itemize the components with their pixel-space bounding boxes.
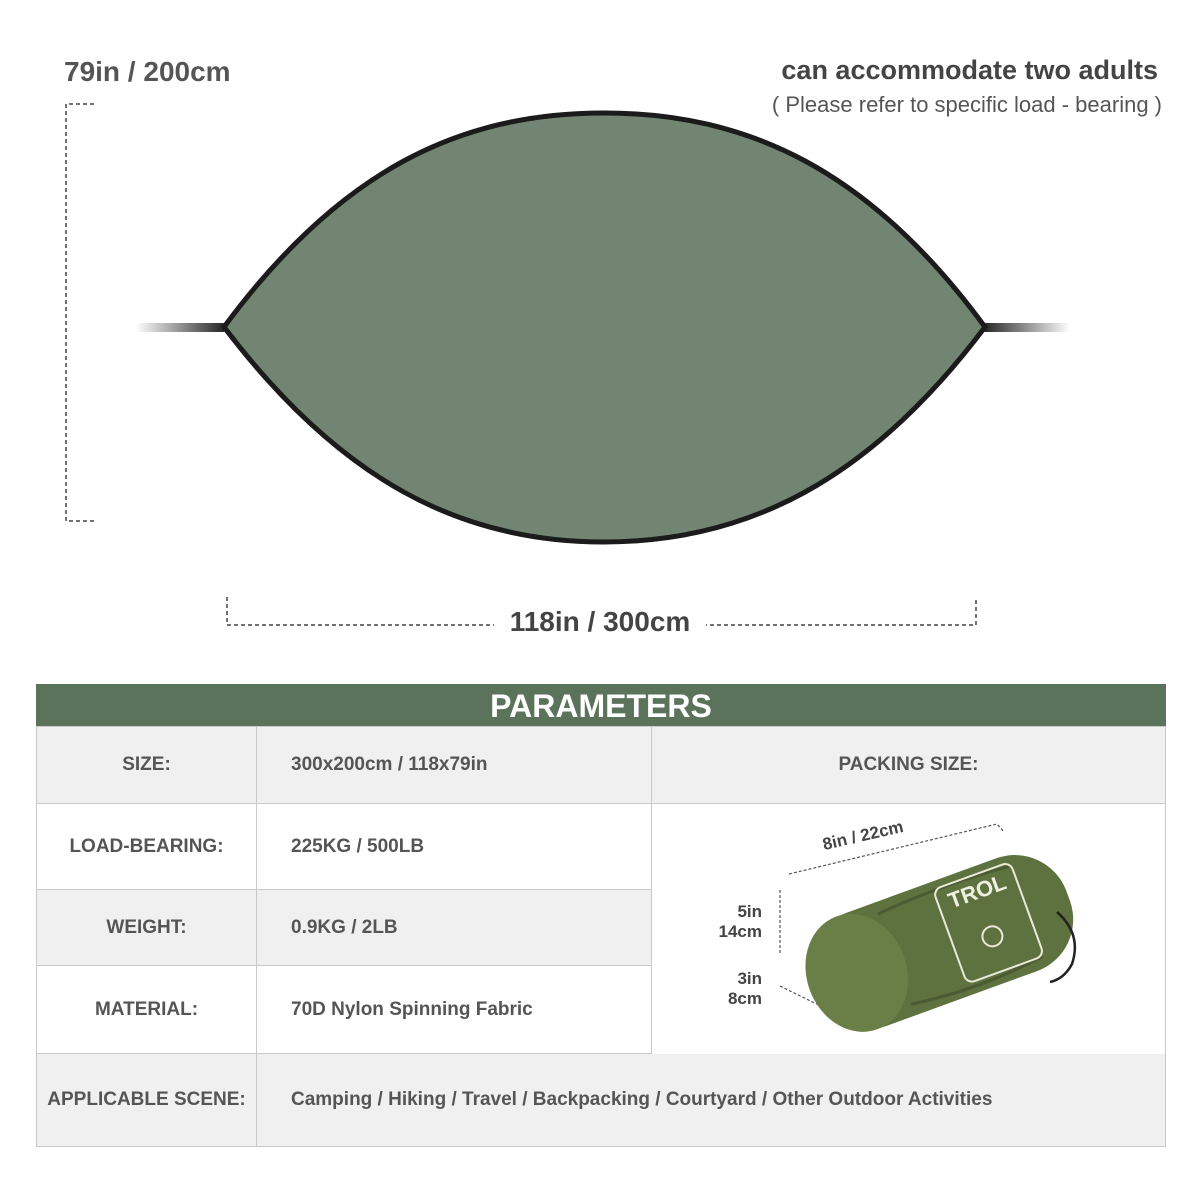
packing-depth-cm: 8cm: [727, 989, 762, 1008]
load-bearing-label: LOAD-BEARING:: [69, 835, 224, 857]
parameters-header: PARAMETERS: [36, 684, 1166, 726]
height-bracket: [66, 104, 94, 521]
left-strap: [136, 323, 226, 332]
parameters-grid: [36, 726, 1166, 1147]
weight-value: 0.9KG / 2LB: [291, 916, 398, 938]
hammock-fabric: [224, 113, 985, 542]
width-dimension-text: 118in / 300cm: [494, 606, 707, 637]
packing-height-in: 5in: [737, 902, 762, 921]
stuff-sack: [789, 840, 1088, 1047]
right-strap: [982, 323, 1070, 332]
size-label: SIZE:: [122, 754, 171, 775]
capacity-title: can accommodate two adults: [781, 55, 1158, 85]
width-dimension: [0, 606, 1200, 638]
applicable-scene-value: Camping / Hiking / Travel / Backpacking / Courtyard / Other Outdoor Activities: [291, 1089, 993, 1110]
capacity-note: ( Please refer to specific load - bearing ): [771, 92, 1162, 117]
packing-length: 8in / 22cm: [820, 817, 906, 855]
sack-brand-text: TROL: [944, 869, 1010, 914]
packing-size-cell: [652, 804, 1165, 1054]
height-dimension: 79in / 200cm: [64, 56, 231, 87]
packing-height-cm: 14cm: [718, 922, 762, 941]
packing-size-label: PACKING SIZE:: [838, 754, 979, 775]
weight-label: WEIGHT:: [106, 916, 187, 938]
parameters-table: [36, 684, 1166, 1147]
material-label: MATERIAL:: [94, 998, 199, 1020]
material-value: 70D Nylon Spinning Fabric: [291, 998, 533, 1020]
size-value: 300x200cm / 118x79in: [291, 754, 488, 775]
load-bearing-value: 225KG / 500LB: [291, 835, 425, 857]
applicable-scene-label: APPLICABLE SCENE:: [47, 1089, 246, 1110]
packing-depth-in: 3in: [737, 969, 762, 988]
